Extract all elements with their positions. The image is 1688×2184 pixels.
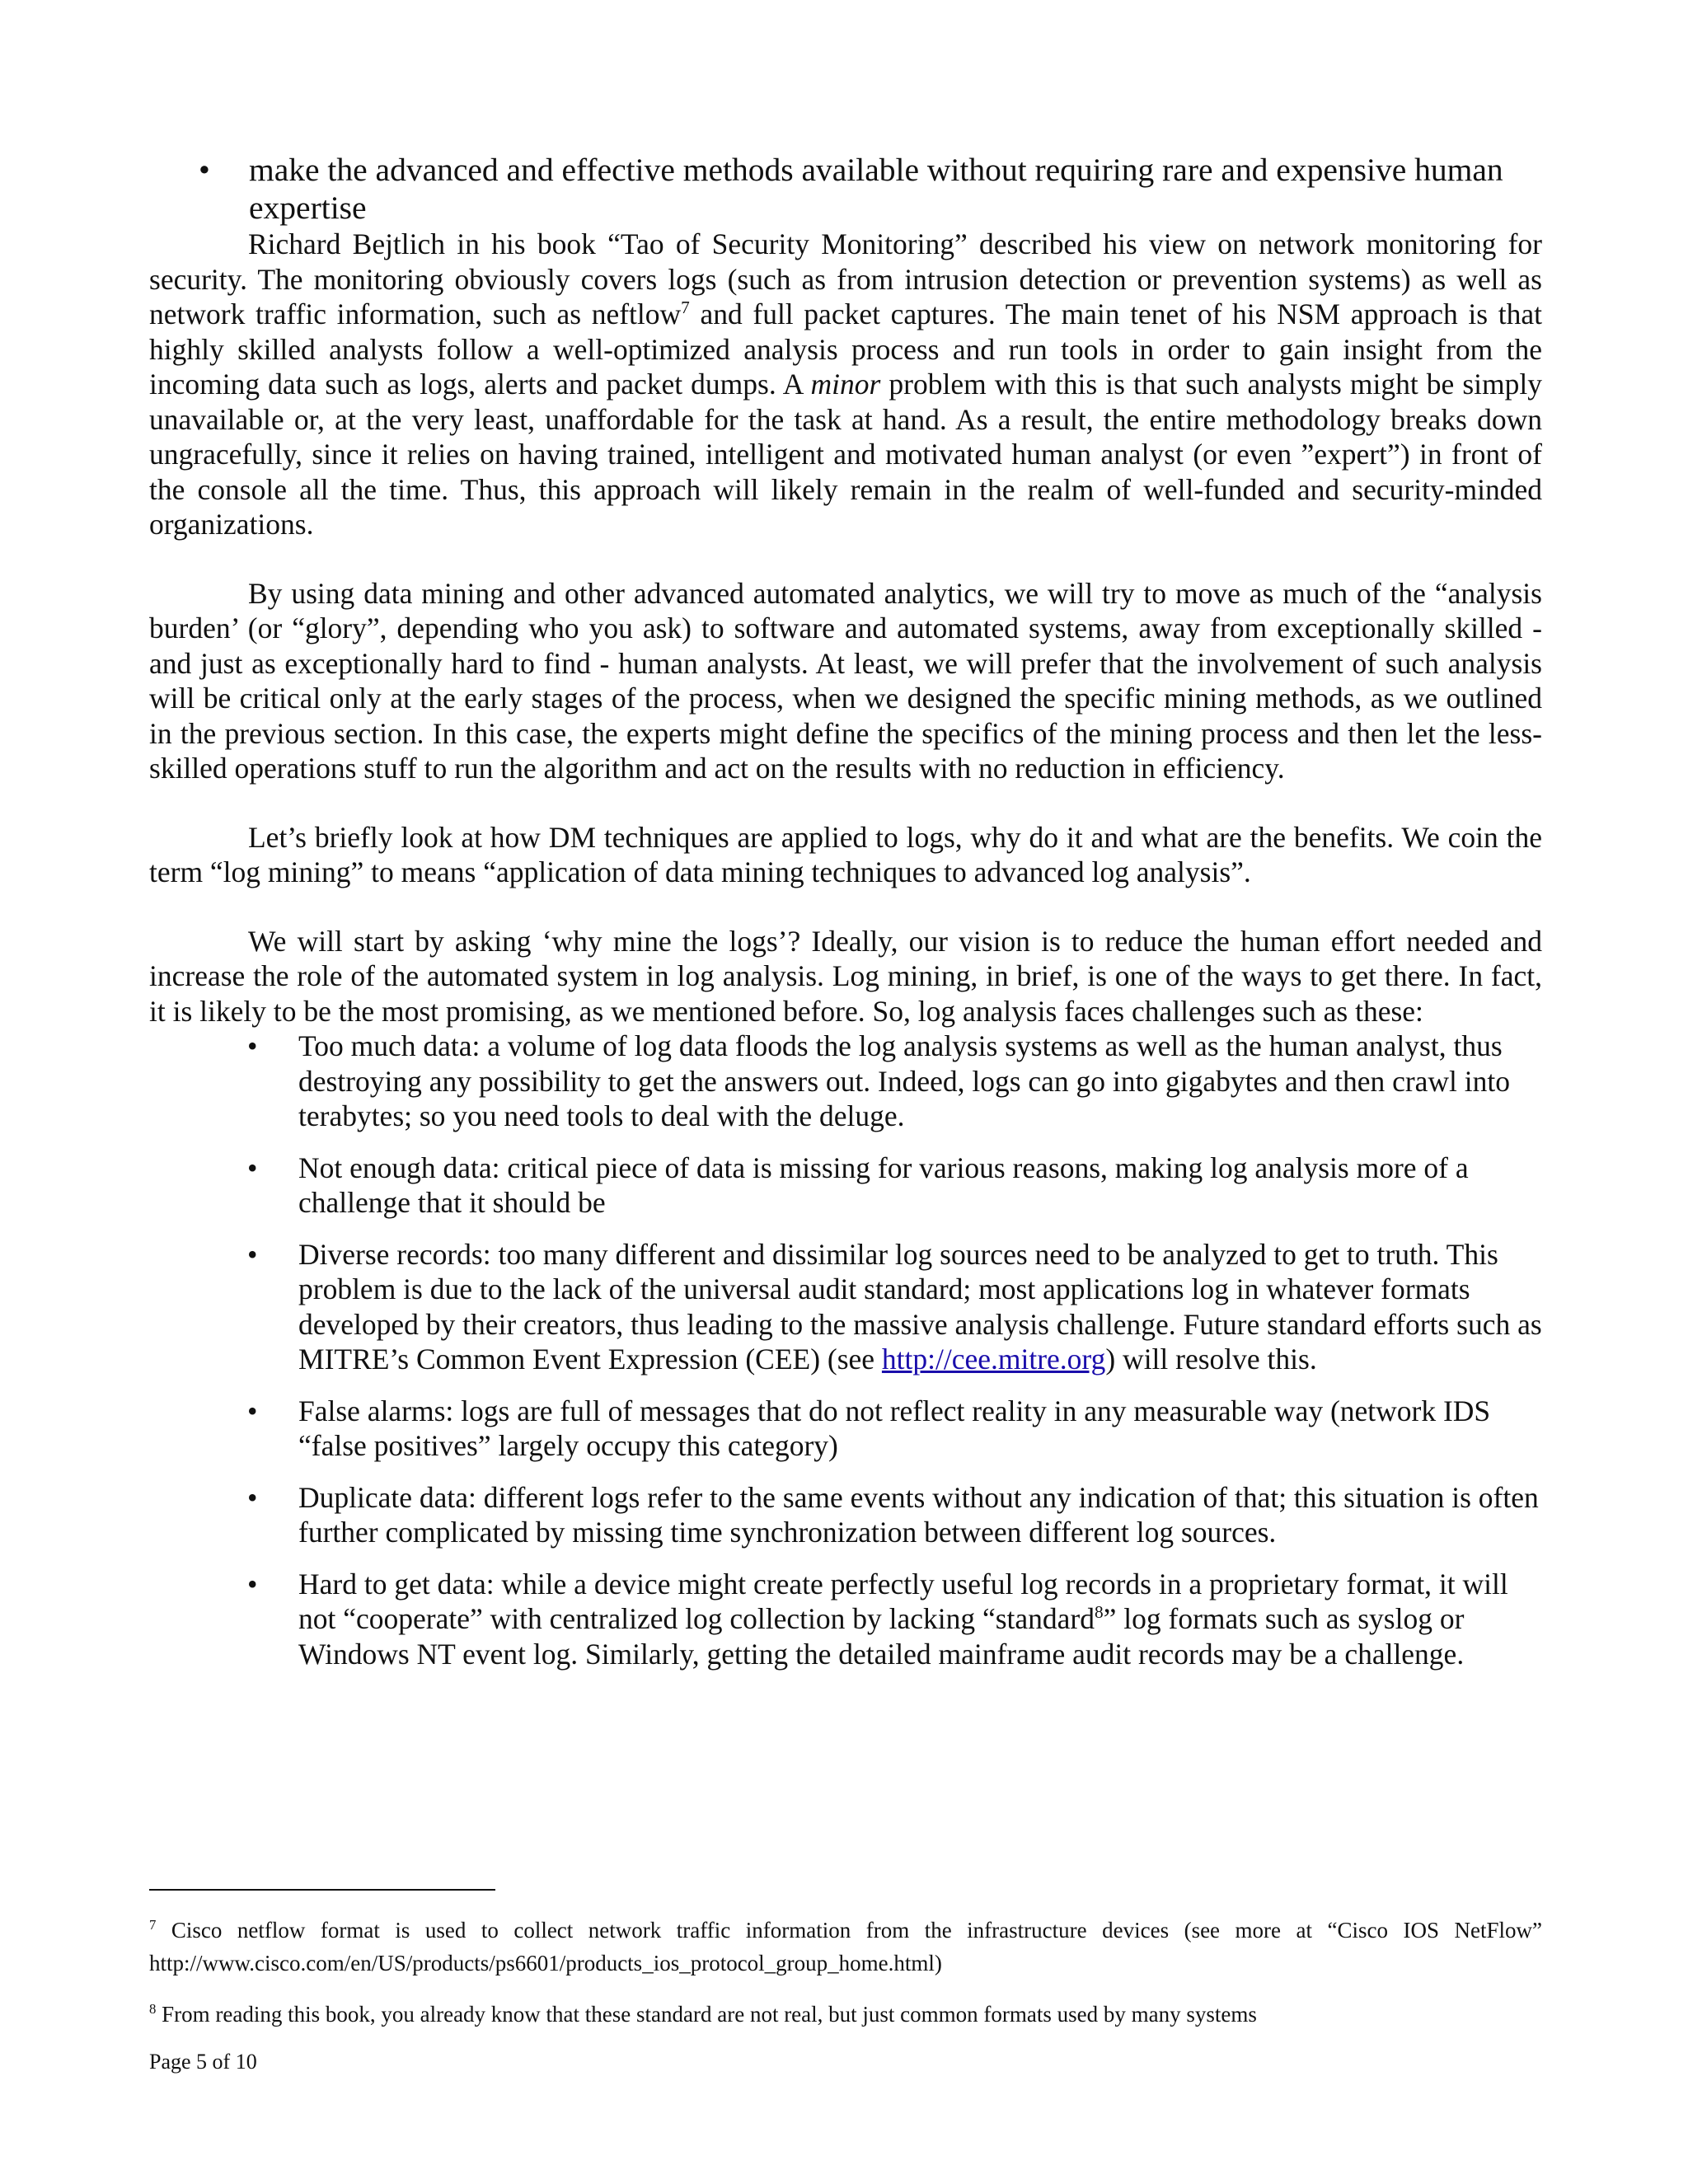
footnote-ref[interactable]: 8	[1095, 1602, 1104, 1623]
paragraph: Richard Bejtlich in his book “Tao of Security Monitoring” described his view on network monitoring for security. The monitoring obviously covers logs (such as from intrusion detection or prevention systems) as well as network traffic information, such as neftlow$^7$ and full packet captures. The main tenet of his NSM approach is that highly skilled analysts follow a well-optimized analysis process and run tools in order to gain insight from the incoming data such as logs, alerts and packet dumps. A minor problem with this is that such analysts might be simply unavailable or, at the very least, unaffordable for the task at hand. As a result, the entire methodology breaks down ungracefully, since it relies on having trained, intelligent and motivated human analyst (or even ”expert”) in front of the console all the time. Thus, this approach will likely remain in the realm of well-funded and security-minded organizations.	[149, 227, 1542, 541]
list-item	[149, 151, 1542, 227]
footnotes	[149, 1914, 1542, 2049]
paragraph: By using data mining and other advanced automated analytics, we will try to move as much of the “analysis burden’ (or “glory”, depending who you ask) to software and automated systems, away from exceptionally skilled - and just as exceptionally hard to find - human analysts. At least, we will prefer that the involvement of such analysis will be critical only at the early stages of the process, when we designed the specific mining methods, as we outlined in the previous section. In this case, the experts might define the specifics of the mining process and then let the less-skilled operations stuff to run the algorithm and act on the results with no reduction in efficiency.	[149, 576, 1542, 785]
list-item-text: make the advanced and effective methods available without requiring rare and expensive human expertise	[249, 152, 1503, 226]
emphasis: minor	[810, 368, 881, 401]
page-number: Page 5 of 10	[149, 2050, 257, 2074]
list-item-text: False alarms: logs are full of messages that do not reflect reality in any measurable way (network IDS “false positives” largely occupy this category)	[298, 1394, 1491, 1462]
bullet-icon: •	[247, 1151, 258, 1184]
footnote-8: $^8$ From reading this book, you already know that these standard are not real, but just common formats used by many systems	[149, 2001, 1257, 2027]
list-item	[149, 1480, 1542, 1550]
paragraph: We will start by asking ‘why mine the logs’? Ideally, our vision is to reduce the human effort needed and increase the role of the automated system in log analysis. Log mining, in brief, is one of the ways to get there. In fact, it is likely to be the most promising, as we mentioned before. So, log analysis faces challenges such as these:	[149, 924, 1542, 1028]
paragraph-spacer	[149, 786, 1542, 820]
bullet-icon: •	[247, 1567, 258, 1601]
footnote-ref[interactable]: 7	[681, 298, 690, 318]
list-item	[149, 1237, 1542, 1377]
bullet-icon: •	[247, 1394, 258, 1427]
list-item	[149, 1394, 1542, 1464]
bullet-icon: •	[247, 1237, 258, 1271]
list-item-text: Too much data: a volume of log data floods the log analysis systems as well as the human analyst, thus destroying any possibility to get the answers out. Indeed, logs can go into gigabytes and then crawl into terabytes; so you need tools to deal with the deluge.	[298, 1029, 1511, 1132]
footnote-number: 7	[149, 1917, 157, 1933]
paragraph-spacer	[149, 890, 1542, 924]
list-item-text: Duplicate data: different logs refer to the same events without any indication of that; this situation is often further complicated by missing time synchronization between different log sources.	[298, 1480, 1539, 1549]
challenges-list	[149, 1029, 1542, 1671]
list-item-text: Not enough data: critical piece of data is missing for various reasons, making log analysis more of a challenge that it should be	[298, 1151, 1469, 1219]
footnote-number: 8	[149, 2001, 157, 2017]
paragraph-spacer	[149, 542, 1542, 576]
paragraph: Let’s briefly look at how DM techniques are applied to logs, why do it and what are the benefits. We coin the term “log mining” to means “application of data mining techniques to advanced log analysis”.	[149, 820, 1542, 888]
list-item-text: Diverse records: too many different and dissimilar log sources need to be analyzed to get to truth. This problem is due to the lack of the universal audit standard; most applications log in whatever formats developed by their creators, thus leading to the massive analysis challenge. Future standard efforts such as MITRE’s Common Event Expression (CEE) (see http://cee.mitre.org) will resolve this.	[298, 1237, 1542, 1376]
bullet-icon: •	[199, 152, 210, 188]
body-text	[149, 151, 1542, 1688]
list-item	[149, 1567, 1542, 1672]
bullet-icon: •	[247, 1480, 258, 1514]
bullet-icon: •	[247, 1029, 258, 1062]
cee-link[interactable]: http://cee.mitre.org	[881, 1343, 1106, 1376]
list-item	[149, 1029, 1542, 1134]
list-item-text: Hard to get data: while a device might create perfectly useful log records in a proprietary format, it will not “cooperate” with centralized log collection by lacking “standard$^8$” log formats such as syslog or Windows NT event log. Similarly, getting the detailed mainframe audit records may be a challenge.	[298, 1567, 1508, 1671]
list-item	[149, 1151, 1542, 1221]
footnote-divider	[149, 1889, 495, 1891]
footnote-7: $^7$ Cisco netflow format is used to collect network traffic information from the infrastructure devices (see more at “Cisco IOS NetFlow” http://www.cisco.com/en/US/products/ps6601/products_ios_protocol_group_home.html)	[149, 1917, 1542, 1975]
